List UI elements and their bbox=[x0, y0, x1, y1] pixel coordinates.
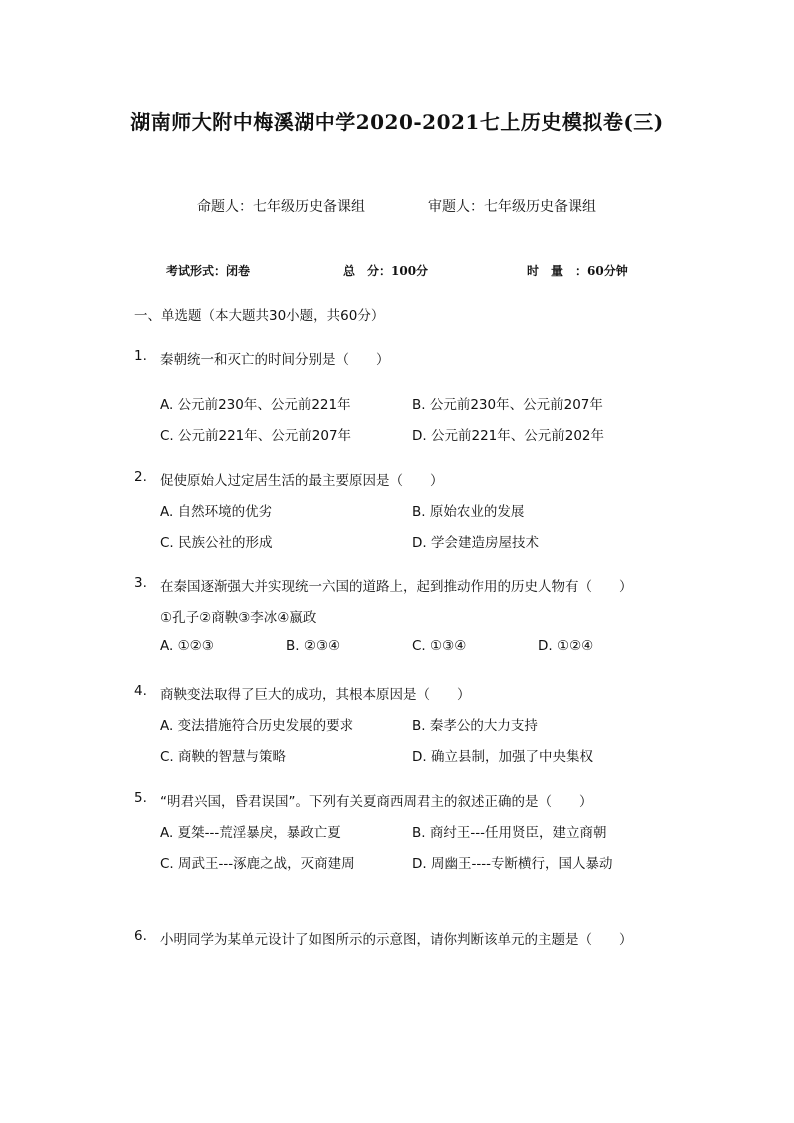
option-b: B. 公元前230年、公元前207年 bbox=[412, 397, 603, 413]
question-stem: 小明同学为某单元设计了如图所示的示意图，请你判断该单元的主题是（ ） bbox=[160, 932, 633, 948]
question-stem: 在秦国逐渐强大并实现统一六国的道路上，起到推动作用的历史人物有（ ） bbox=[160, 579, 633, 595]
reviewer-label: 审题人：七年级历史备课组 bbox=[428, 199, 596, 215]
option-c: C. 周武王---涿鹿之战，灭商建周 bbox=[160, 856, 355, 872]
option-b: B. 商纣王---任用贤臣，建立商朝 bbox=[412, 825, 607, 841]
question-stem: “明君兴国，昏君误国”。下列有关夏商西周君主的叙述正确的是（ ） bbox=[160, 794, 593, 810]
exam-title: 湖南师大附中梅溪湖中学2020-2021七上历史模拟卷(三) bbox=[130, 110, 664, 134]
option-d: D. 公元前221年、公元前202年 bbox=[412, 428, 605, 444]
option-d: D. ①②④ bbox=[538, 638, 594, 654]
option-d: D. 周幽王----专断横行，国人暴动 bbox=[412, 856, 613, 872]
option-d: D. 确立县制，加强了中央集权 bbox=[412, 749, 593, 765]
option-b: B. 原始农业的发展 bbox=[412, 504, 525, 520]
exam-time: 时 量 ：60分钟 bbox=[527, 264, 628, 278]
option-a: A. ①②③ bbox=[160, 638, 214, 654]
question-stem-line2: ①孔子②商鞅③李冰④嬴政 bbox=[160, 610, 317, 626]
question-number: 2. bbox=[134, 469, 147, 485]
option-b: B. 秦孝公的大力支持 bbox=[412, 718, 538, 734]
option-a: A. 公元前230年、公元前221年 bbox=[160, 397, 351, 413]
question-number: 5. bbox=[134, 790, 147, 806]
section-heading: 一、单选题（本大题共30小题，共60分） bbox=[134, 308, 385, 324]
option-c: C. 公元前221年、公元前207年 bbox=[160, 428, 352, 444]
question-stem: 秦朝统一和灭亡的时间分别是（ ） bbox=[160, 352, 390, 368]
question-number: 6. bbox=[134, 928, 147, 944]
option-b: B. ②③④ bbox=[286, 638, 341, 654]
option-a: A. 变法措施符合历史发展的要求 bbox=[160, 718, 354, 734]
option-c: C. 民族公社的形成 bbox=[160, 535, 273, 551]
question-number: 3. bbox=[134, 575, 147, 591]
question-stem: 促使原始人过定居生活的最主要原因是（ ） bbox=[160, 473, 444, 489]
question-number: 1. bbox=[134, 348, 147, 364]
question-number: 4. bbox=[134, 683, 147, 699]
option-c: C. ①③④ bbox=[412, 638, 467, 654]
option-a: A. 自然环境的优劣 bbox=[160, 504, 273, 520]
option-a: A. 夏桀---荒淫暴戾，暴政亡夏 bbox=[160, 825, 341, 841]
exam-format: 考试形式：闭卷 bbox=[166, 264, 251, 278]
setter-label: 命题人：七年级历史备课组 bbox=[197, 199, 365, 215]
option-c: C. 商鞅的智慧与策略 bbox=[160, 749, 287, 765]
question-stem: 商鞅变法取得了巨大的成功，其根本原因是（ ） bbox=[160, 687, 471, 703]
option-d: D. 学会建造房屋技术 bbox=[412, 535, 539, 551]
exam-total: 总 分：100分 bbox=[343, 264, 429, 278]
